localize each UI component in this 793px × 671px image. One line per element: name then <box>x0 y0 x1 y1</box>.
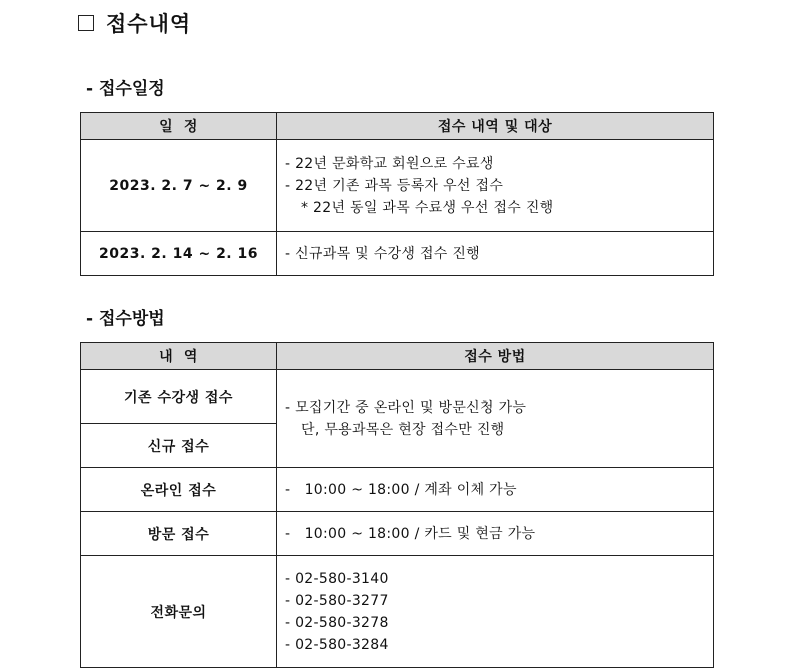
table-header-row <box>81 113 714 140</box>
phone-number: - 02-580-3278 <box>285 614 389 631</box>
method-details <box>277 370 714 468</box>
schedule-date: 2023. 2. 7 ~ 2. 9 <box>81 140 277 232</box>
method-label-visit: 방문 접수 <box>81 512 277 556</box>
detail-line: - 22년 기존 과목 등록자 우선 접수 <box>285 177 504 194</box>
checkbox-icon <box>78 15 94 31</box>
table-row <box>81 370 714 424</box>
detail-line: - 신규과목 및 수강생 접수 진행 <box>285 245 480 262</box>
detail-note: 단, 무용과목은 현장 접수만 진행 <box>301 421 505 438</box>
page-title <box>78 8 191 38</box>
column-header-item: 내 역 <box>81 343 277 370</box>
column-header-method: 접수 방법 <box>277 343 714 370</box>
table-row <box>81 232 714 276</box>
phone-number: - 02-580-3284 <box>285 636 389 653</box>
method-details <box>277 512 714 556</box>
schedule-date: 2023. 2. 14 ~ 2. 16 <box>81 232 277 276</box>
table-row <box>81 140 714 232</box>
table-header-row <box>81 343 714 370</box>
phone-number: - 02-580-3277 <box>285 592 389 609</box>
detail-line: - 10:00 ~ 18:00 / 카드 및 현금 가능 <box>285 525 536 542</box>
detail-line: - 22년 문화학교 회원으로 수료생 <box>285 155 494 172</box>
table-row <box>81 468 714 512</box>
phone-numbers <box>277 556 714 668</box>
detail-line: - 10:00 ~ 18:00 / 계좌 이체 가능 <box>285 481 517 498</box>
method-label-phone: 전화문의 <box>81 556 277 668</box>
method-table <box>80 342 714 668</box>
method-label-new: 신규 접수 <box>81 424 277 468</box>
detail-note: * 22년 동일 과목 수료생 우선 접수 진행 <box>301 199 554 216</box>
page-title-text: 접수내역 <box>106 12 192 36</box>
method-details <box>277 468 714 512</box>
table-row <box>81 512 714 556</box>
schedule-section-title: - 접수일정 <box>86 79 165 99</box>
table-row <box>81 556 714 668</box>
column-header-details: 접수 내역 및 대상 <box>277 113 714 140</box>
schedule-details <box>277 232 714 276</box>
method-label-existing: 기존 수강생 접수 <box>81 370 277 424</box>
column-header-date: 일 정 <box>81 113 277 140</box>
phone-number: - 02-580-3140 <box>285 570 389 587</box>
schedule-table <box>80 112 714 276</box>
method-section-title: - 접수방법 <box>86 309 165 329</box>
schedule-details <box>277 140 714 232</box>
detail-line: - 모집기간 중 온라인 및 방문신청 가능 <box>285 399 527 416</box>
method-label-online: 온라인 접수 <box>81 468 277 512</box>
